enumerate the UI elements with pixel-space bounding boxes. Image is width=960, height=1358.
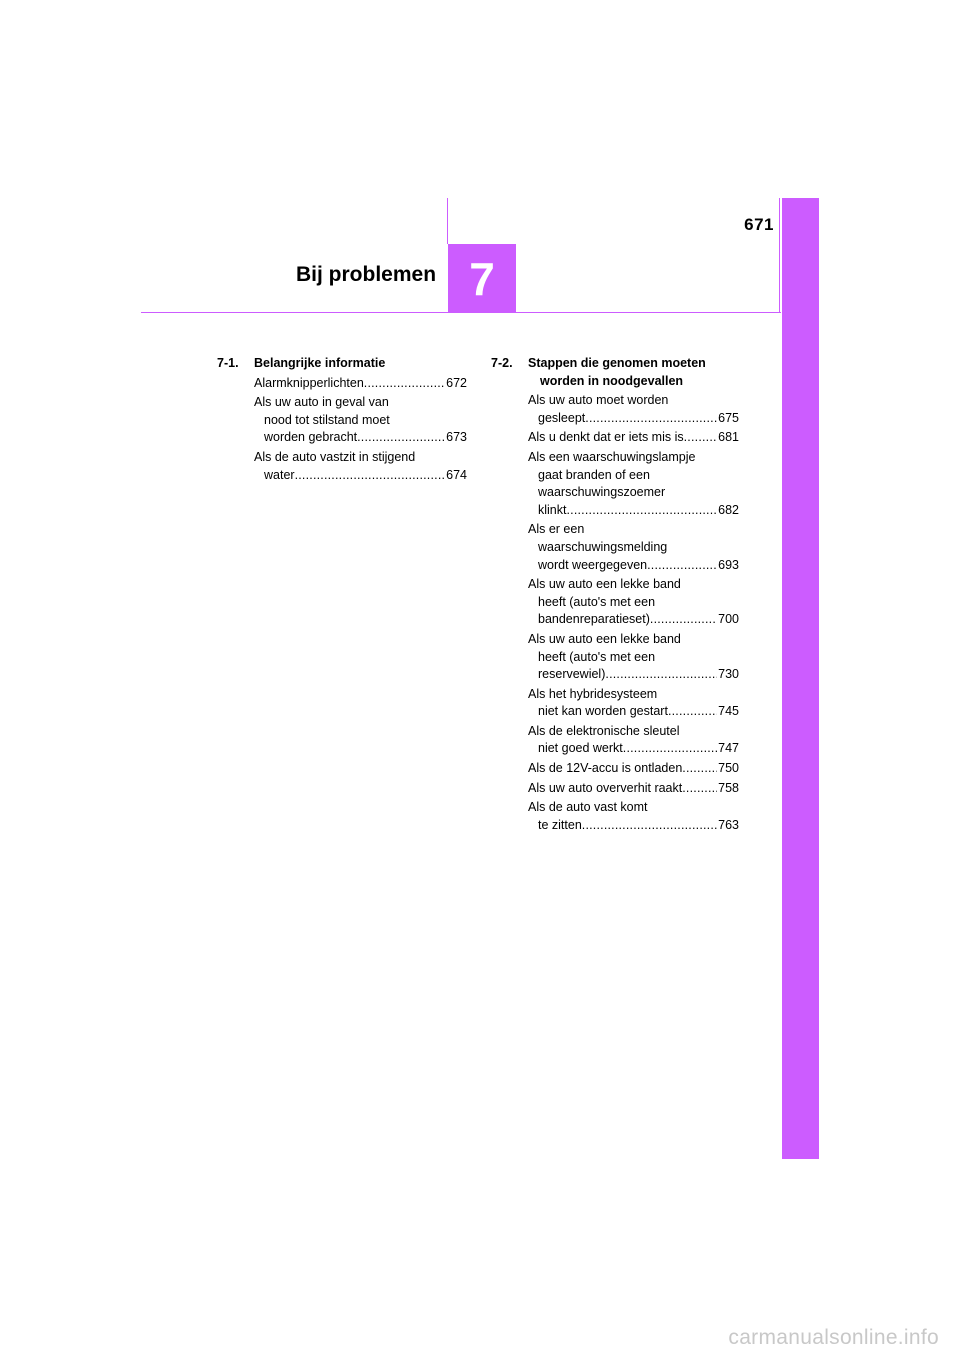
toc-entry-list: [254, 375, 467, 485]
toc-section-heading: [217, 355, 467, 373]
toc-section-title: Stappen die genomen moeten worden in noodgevallen: [528, 356, 706, 388]
chapter-number-badge: 7: [448, 244, 516, 313]
toc-entry-text: niet goed werkt: [538, 741, 623, 756]
toc-entry-text: Als er een: [528, 522, 585, 537]
dot-leader: [605, 666, 717, 684]
toc-entry-text: Als een waarschuwingslampje: [528, 449, 696, 464]
dot-leader: [295, 467, 446, 485]
toc-entry-text: Als de auto vastzit in stijgend: [254, 449, 416, 464]
toc-entry[interactable]: [528, 392, 739, 427]
toc-entry-text: Als uw auto een lekke band: [528, 577, 681, 592]
toc-section-title: Belangrijke informatie: [254, 356, 386, 370]
toc-entry-page: 730: [718, 667, 739, 682]
dot-leader: [582, 817, 717, 835]
toc-column-right: [491, 355, 739, 836]
dot-leader: [566, 502, 717, 520]
toc-entry-page: 675: [718, 410, 739, 425]
dot-leader: [668, 703, 717, 721]
toc-entry[interactable]: [528, 723, 739, 758]
dot-leader: [682, 760, 717, 778]
toc-entry-text: nood tot stilstand moet: [264, 412, 390, 427]
toc-entry-page: 682: [718, 502, 739, 517]
toc-entry[interactable]: [528, 760, 739, 778]
dot-leader: [623, 740, 717, 758]
toc-entry-text: Als de 12V-accu is ontladen: [528, 761, 683, 776]
dot-leader: [647, 557, 717, 575]
toc-entry-page: 681: [718, 430, 739, 445]
toc-entry[interactable]: [254, 449, 467, 484]
toc-entry-text: Als uw auto moet worden: [528, 393, 669, 408]
toc-entry[interactable]: [528, 799, 739, 834]
toc-entry[interactable]: [528, 521, 739, 574]
toc-entry-text: wordt weergegeven: [538, 557, 648, 572]
toc-entry-text: niet kan worden gestart: [538, 704, 668, 719]
toc-entry[interactable]: [528, 780, 739, 798]
toc-entry-text: heeft (auto's met een: [538, 594, 656, 609]
toc-entry[interactable]: [528, 429, 739, 447]
toc-entry-text: worden gebracht: [264, 430, 358, 445]
toc-entry-page: 750: [718, 761, 739, 776]
toc-entry-text: Als uw auto in geval van: [254, 395, 389, 410]
toc-entry-page: 745: [718, 704, 739, 719]
toc-entry-text: waarschuwingszoemer: [538, 485, 666, 500]
chapter-title: Bij problemen: [296, 263, 437, 286]
toc-entry[interactable]: [528, 686, 739, 721]
toc-entry-text: heeft (auto's met een: [538, 649, 656, 664]
toc-entry-list: [528, 392, 739, 834]
toc-section-heading: [491, 355, 739, 390]
toc-entry-text: gaat branden of een: [538, 467, 650, 482]
toc-entry[interactable]: [528, 631, 739, 684]
toc-entry-page: 700: [718, 612, 739, 627]
toc-entry-page: 758: [718, 780, 739, 795]
watermark: carmanualsonline.info: [728, 1326, 939, 1349]
toc-section-number: 7-1.: [217, 356, 239, 370]
toc-entry-text: Als het hybridesysteem: [528, 686, 658, 701]
toc-entry[interactable]: [254, 375, 467, 393]
toc-entry-text: Als uw auto een lekke band: [528, 631, 681, 646]
toc-entry-page: 673: [446, 430, 467, 445]
toc-entry[interactable]: [528, 576, 739, 629]
toc-entry-text: reservewiel): [538, 667, 606, 682]
toc-entry-page: 763: [718, 817, 739, 832]
toc-entry-text: Als de elektronische sleutel: [528, 723, 680, 738]
toc-section-number: 7-2.: [491, 356, 513, 370]
toc-column-left: [217, 355, 467, 486]
toc-entry-text: Als de auto vast komt: [528, 800, 648, 815]
toc-entry-text: gesleept: [538, 410, 586, 425]
dot-leader: [682, 780, 717, 798]
header-divider-vertical: [447, 198, 448, 244]
dot-leader: [650, 611, 717, 629]
toc-entry-text: waarschuwingsmelding: [538, 539, 668, 554]
toc-entry-text: klinkt: [538, 502, 567, 517]
toc-entry[interactable]: [528, 449, 739, 519]
toc-entry-page: 747: [718, 741, 739, 756]
toc-entry-text: Als u denkt dat er iets mis is: [528, 430, 684, 445]
page-number: 671: [744, 215, 774, 234]
toc-entry[interactable]: [254, 394, 467, 447]
toc-entry-page: 674: [446, 467, 467, 482]
chapter-side-tab: [782, 198, 819, 1159]
toc-entry-text: water: [264, 467, 295, 482]
toc-entry-page: 672: [446, 375, 467, 390]
header-divider-vertical-right: [779, 198, 780, 313]
toc-entry-text: Alarmknipperlichten: [254, 375, 364, 390]
dot-leader: [585, 410, 717, 428]
toc-entry-text: Als uw auto oververhit raakt: [528, 780, 683, 795]
dot-leader: [364, 375, 445, 393]
toc-entry-text: te zitten: [538, 817, 582, 832]
toc-entry-text: bandenreparatieset): [538, 612, 650, 627]
dot-leader: [684, 429, 718, 447]
toc-entry-page: 693: [718, 557, 739, 572]
dot-leader: [357, 429, 445, 447]
